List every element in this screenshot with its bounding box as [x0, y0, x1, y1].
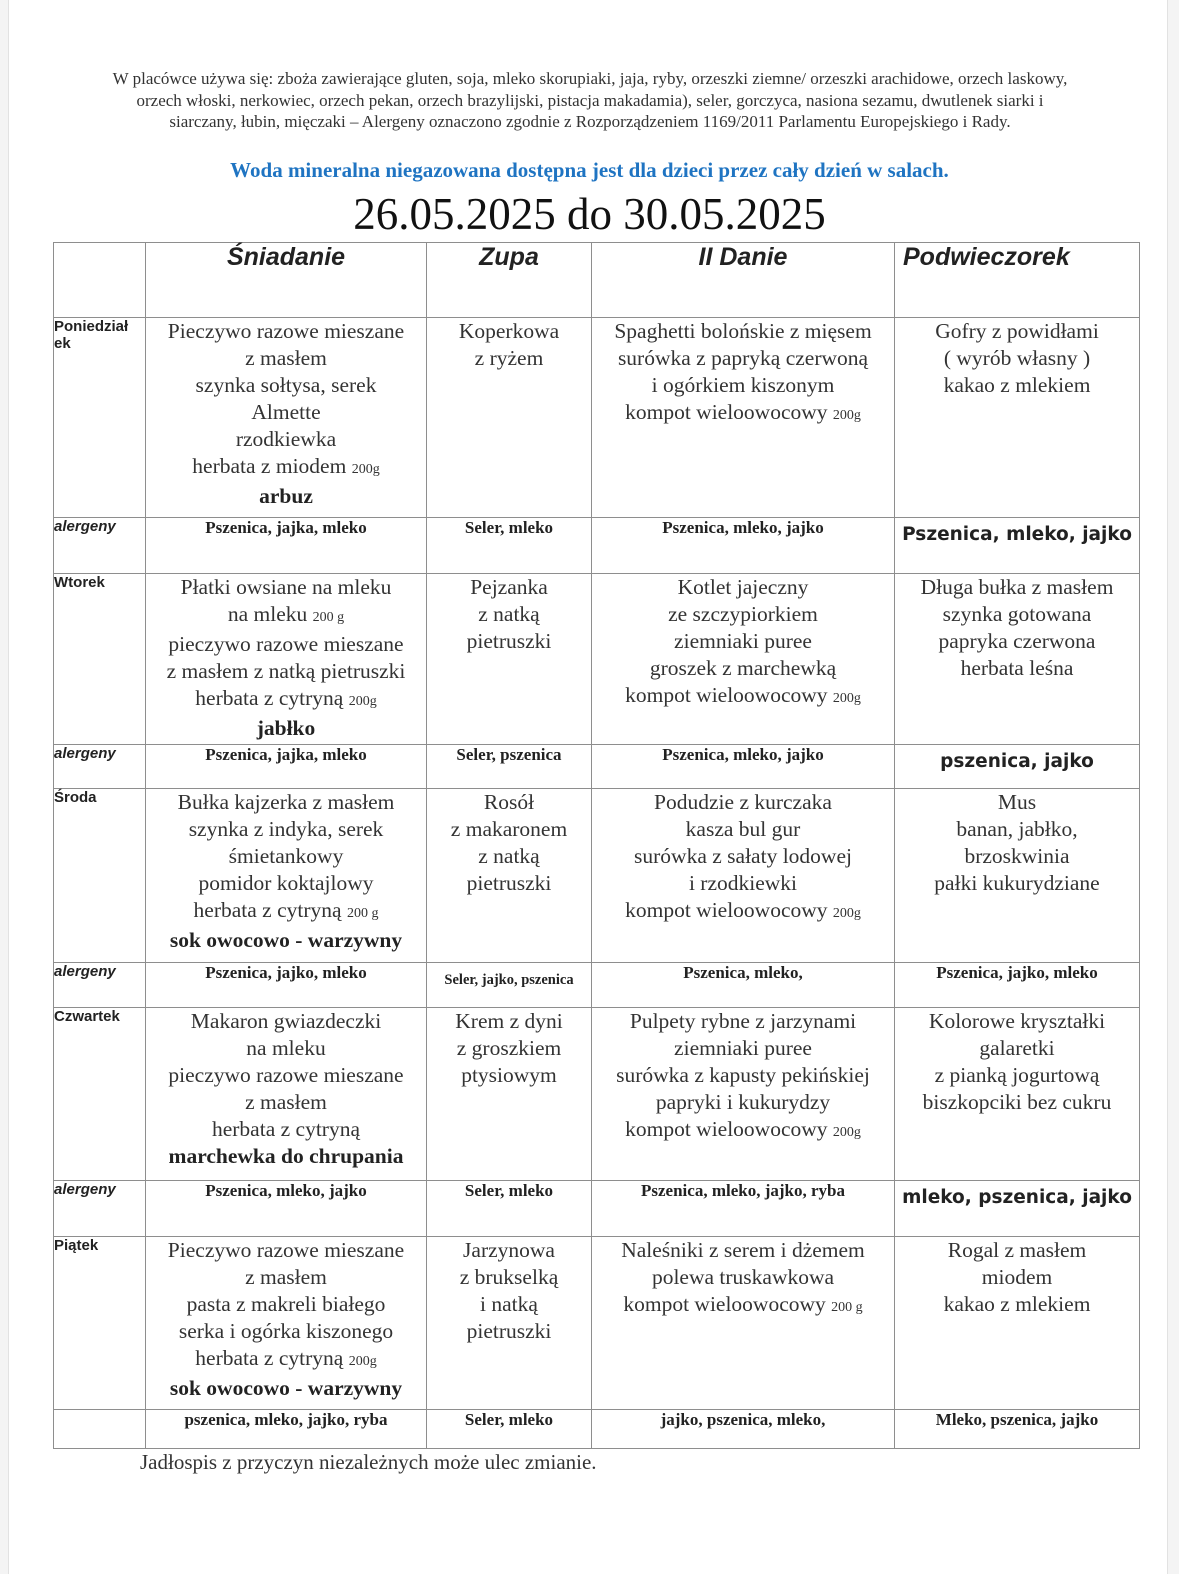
allergen-cell: Mleko, pszenica, jajko — [895, 1410, 1140, 1449]
meal-line — [895, 1237, 1139, 1264]
meal-line — [146, 1318, 426, 1345]
meal-cell — [146, 1008, 427, 1181]
meal-line — [146, 897, 426, 927]
meal-line — [146, 1089, 426, 1116]
footer-note: Jadłospis z przyczyn niezależnych może ulec zmianie. — [140, 1450, 597, 1474]
allergen-cell: Pszenica, mleko, jajko — [895, 518, 1140, 574]
meal-text: Almette — [251, 400, 321, 424]
meal-line — [146, 574, 426, 601]
meal-line — [146, 399, 426, 426]
meal-line — [146, 816, 426, 843]
meal-line — [427, 1035, 591, 1062]
meal-text: na mleku — [246, 1036, 326, 1060]
meal-highlight-line — [146, 483, 426, 510]
meal-text: z masłem — [245, 1090, 327, 1114]
meal-text: Pieczywo razowe mieszane — [167, 319, 405, 343]
meal-text: marchewka do chrupania — [168, 1144, 404, 1168]
meal-row-friday — [54, 1237, 1140, 1410]
meal-cell — [427, 1237, 592, 1410]
meal-line — [895, 372, 1139, 399]
allergen-row-label-empty — [54, 1410, 146, 1449]
meal-row-wednesday — [54, 789, 1140, 963]
meal-line — [592, 1116, 894, 1146]
portion-size: 200g — [832, 408, 861, 423]
meal-text: sok owocowo - warzywny — [169, 928, 403, 952]
portion-size: 200 g — [831, 1300, 863, 1315]
allergen-row-thursday — [54, 1181, 1140, 1237]
meal-line — [592, 816, 894, 843]
meal-cell — [592, 1237, 895, 1410]
meal-text: Płatki owsiane na mleku — [180, 575, 392, 599]
meal-row-monday — [54, 318, 1140, 518]
meal-line — [895, 1008, 1139, 1035]
meal-line — [427, 601, 591, 628]
meal-line — [895, 318, 1139, 345]
meal-line — [592, 1237, 894, 1264]
meal-text: kompot wieloowocowy — [623, 1292, 826, 1316]
meal-line — [427, 628, 591, 655]
meal-line — [895, 843, 1139, 870]
date-range: 26.05.2025 do 30.05.2025 — [353, 189, 826, 239]
meal-text: groszek z marchewką — [649, 656, 837, 680]
allergen-cell: Pszenica, jajka, mleko — [146, 745, 427, 789]
portion-size: 200g — [832, 691, 861, 706]
meal-line — [592, 372, 894, 399]
allergen-note: W placówce używa się: zboża zawierające gluten, soja, mleko skorupiaki, jaja, ryby, orzeszki ziemne/ orzeszki arachidowe, orzech laskowy, orzech włoski, nerkowiec, orzech pekan, orzech brazylijski, pistacja makadamia), seler, gorczyca, nasiona sezamu, dwutlenek siarki i siarczany, łubin, mięczaki – Alergeny oznaczono zgodnie z Rozporządzeniem 1169/2011 Parlamentu Europejskiego i Rady. — [112, 69, 1068, 131]
meal-text: surówka z kapusty pekińskiej — [616, 1063, 870, 1087]
meal-text: z masłem — [245, 1265, 327, 1289]
meal-text: kompot wieloowocowy — [625, 683, 828, 707]
meal-line — [427, 1264, 591, 1291]
meal-line — [146, 1035, 426, 1062]
meal-text: Krem z dyni — [455, 1009, 563, 1033]
meal-text: Naleśniki z serem i dżemem — [621, 1238, 865, 1262]
meal-line — [427, 1008, 591, 1035]
allergen-cell: Seler, mleko — [427, 1410, 592, 1449]
meal-line — [895, 1035, 1139, 1062]
meal-line — [895, 628, 1139, 655]
meal-line — [895, 1291, 1139, 1318]
meal-text: i natką — [480, 1292, 538, 1316]
meal-text: ziemniaki puree — [674, 629, 812, 653]
meal-highlight-line — [146, 1143, 426, 1170]
meal-line — [146, 789, 426, 816]
meal-text: ziemniaki puree — [674, 1036, 812, 1060]
meal-line — [146, 870, 426, 897]
allergen-row-label: alergeny — [54, 745, 146, 789]
meal-line — [592, 1035, 894, 1062]
meal-text: kasza bul gur — [685, 817, 801, 841]
meal-line — [895, 789, 1139, 816]
meal-line — [146, 453, 426, 483]
meal-text: z masłem z natką pietruszki — [166, 659, 406, 683]
meal-line — [592, 789, 894, 816]
allergen-cell: Pszenica, mleko, jajko — [146, 1181, 427, 1237]
meal-cell — [895, 789, 1140, 963]
meal-text: banan, jabłko, — [956, 817, 1078, 841]
meal-line — [592, 628, 894, 655]
allergen-cell: Pszenica, mleko, jajko, ryba — [592, 1181, 895, 1237]
day-label-wednesday: Środa — [54, 789, 146, 963]
menu-table — [53, 242, 1140, 1449]
meal-text: papryki i kukurydzy — [655, 1090, 831, 1114]
meal-text: pietruszki — [466, 1319, 552, 1343]
meal-line — [427, 789, 591, 816]
portion-size: 200g — [832, 1125, 861, 1140]
meal-text: na mleku — [227, 602, 308, 626]
meal-text: herbata z cytryną — [211, 1117, 361, 1141]
meal-line — [146, 685, 426, 715]
meal-cell — [592, 1008, 895, 1181]
meal-line — [146, 1116, 426, 1143]
meal-line — [146, 1062, 426, 1089]
allergen-cell: mleko, pszenica, jajko — [895, 1181, 1140, 1237]
allergen-cell: Pszenica, jajka, mleko — [146, 518, 427, 574]
portion-size: 200 g — [346, 906, 379, 921]
meal-text: sok owocowo - warzywny — [169, 1376, 403, 1400]
allergen-cell: Seler, mleko — [427, 518, 592, 574]
meal-text: Koperkowa — [458, 319, 560, 343]
meal-line — [895, 1264, 1139, 1291]
meal-text: Makaron gwiazdeczki — [190, 1009, 382, 1033]
day-label-friday: Piątek — [54, 1237, 146, 1410]
meal-text: jabłko — [256, 716, 316, 740]
meal-text: pałki kukurydziane — [934, 871, 1100, 895]
meal-cell — [895, 1008, 1140, 1181]
allergen-row-wednesday — [54, 963, 1140, 1008]
allergen-row-monday — [54, 518, 1140, 574]
portion-size: 200g — [348, 694, 377, 709]
meal-line — [592, 1089, 894, 1116]
meal-text: surówka z papryką czerwoną — [617, 346, 869, 370]
meal-line — [895, 1062, 1139, 1089]
meal-line — [895, 345, 1139, 372]
meal-line — [592, 655, 894, 682]
allergen-cell: pszenica, mleko, jajko, ryba — [146, 1410, 427, 1449]
meal-line — [592, 399, 894, 429]
allergen-cell: Pszenica, mleko, jajko — [592, 518, 895, 574]
allergen-cell: Seler, jajko, pszenica — [427, 963, 592, 1008]
meal-line — [146, 1291, 426, 1318]
allergen-cell: Pszenica, jajko, mleko — [146, 963, 427, 1008]
meal-text: kakao z mlekiem — [943, 373, 1091, 397]
meal-cell — [427, 789, 592, 963]
meal-line — [592, 574, 894, 601]
portion-size: 200g — [351, 462, 380, 477]
meal-text: kompot wieloowocowy — [625, 898, 828, 922]
meal-cell — [592, 318, 895, 518]
meal-cell — [427, 1008, 592, 1181]
meal-highlight-line — [146, 715, 426, 742]
meal-text: Pulpety rybne z jarzynami — [629, 1009, 857, 1033]
column-header-soup: Zupa — [427, 243, 592, 318]
meal-cell — [895, 574, 1140, 745]
meal-cell — [592, 789, 895, 963]
meal-line — [592, 318, 894, 345]
meal-cell — [592, 574, 895, 745]
meal-line — [146, 318, 426, 345]
meal-text: z brukselką — [459, 1265, 559, 1289]
meal-line — [427, 574, 591, 601]
meal-text: arbuz — [259, 484, 313, 508]
meal-text: i rzodkiewki — [688, 871, 798, 895]
meal-text: z natką — [478, 844, 540, 868]
portion-size: 200 g — [312, 610, 345, 625]
column-header-main-course: II Danie — [592, 243, 895, 318]
portion-size: 200g — [348, 1354, 377, 1369]
meal-line — [592, 843, 894, 870]
meal-text: ( wyrób własny ) — [943, 346, 1091, 370]
meal-text: Jarzynowa — [463, 1238, 555, 1262]
meal-line — [146, 658, 426, 685]
meal-line — [592, 1264, 894, 1291]
meal-highlight-line — [146, 1375, 426, 1402]
allergen-cell: Seler, mleko — [427, 1181, 592, 1237]
allergen-cell: Seler, pszenica — [427, 745, 592, 789]
meal-text: Pieczywo razowe mieszane — [167, 1238, 405, 1262]
meal-line — [427, 1291, 591, 1318]
meal-text: herbata z miodem — [192, 454, 347, 478]
meal-line — [427, 870, 591, 897]
meal-text: i ogórkiem kiszonym — [651, 373, 835, 397]
meal-text: kompot wieloowocowy — [625, 1117, 828, 1141]
day-label-thursday: Czwartek — [54, 1008, 146, 1181]
meal-line — [146, 631, 426, 658]
meal-line — [592, 897, 894, 927]
meal-text: śmietankowy — [228, 844, 344, 868]
meal-text: pasta z makreli białego — [186, 1292, 386, 1316]
meal-line — [895, 1089, 1139, 1116]
meal-line — [592, 345, 894, 372]
meal-text: Bułka kajzerka z masłem — [177, 790, 395, 814]
meal-text: biszkopciki bez cukru — [922, 1090, 1112, 1114]
meal-line — [592, 1008, 894, 1035]
meal-line — [592, 870, 894, 897]
meal-line — [146, 843, 426, 870]
meal-text: surówka z sałaty lodowej — [634, 844, 852, 868]
meal-text: ze szczypiorkiem — [668, 602, 818, 626]
meal-cell — [146, 574, 427, 745]
allergen-row-label: alergeny — [54, 1181, 146, 1237]
meal-text: serka i ogórka kiszonego — [178, 1319, 394, 1343]
meal-text: pietruszki — [466, 629, 552, 653]
meal-text: galaretki — [979, 1036, 1055, 1060]
meal-line — [895, 574, 1139, 601]
meal-line — [427, 318, 591, 345]
allergen-row-tuesday — [54, 745, 1140, 789]
meal-text: herbata z cytryną — [195, 686, 344, 710]
meal-line — [427, 843, 591, 870]
meal-line — [592, 1291, 894, 1321]
meal-line — [427, 1318, 591, 1345]
meal-line — [895, 601, 1139, 628]
allergen-row-label: alergeny — [54, 963, 146, 1008]
meal-line — [427, 816, 591, 843]
meal-line — [592, 682, 894, 712]
meal-line — [895, 655, 1139, 682]
meal-row-tuesday — [54, 574, 1140, 745]
meal-text: herbata z cytryną — [195, 1346, 344, 1370]
allergen-cell: Pszenica, jajko, mleko — [895, 963, 1140, 1008]
column-header-breakfast: Śniadanie — [146, 243, 427, 318]
meal-text: Długa bułka z masłem — [920, 575, 1114, 599]
meal-text: brzoskwinia — [964, 844, 1070, 868]
allergen-cell: Pszenica, mleko, jajko — [592, 745, 895, 789]
meal-line — [146, 1237, 426, 1264]
meal-text: kompot wieloowocowy — [625, 400, 828, 424]
meal-line — [427, 1062, 591, 1089]
column-header-snack: Podwieczorek — [895, 243, 1140, 318]
day-label-monday: Poniedział ek — [54, 318, 146, 518]
meal-text: rzodkiewka — [235, 427, 337, 451]
meal-text: polewa truskawkowa — [651, 1265, 835, 1289]
meal-text: z ryżem — [474, 346, 544, 370]
meal-text: ptysiowym — [461, 1063, 557, 1087]
meal-line — [427, 345, 591, 372]
water-note: Woda mineralna niegazowana dostępna jest dla dzieci przez cały dzień w salach. — [230, 158, 949, 182]
meal-text: szynka gotowana — [942, 602, 1092, 626]
meal-highlight-line — [146, 927, 426, 954]
day-label-tuesday: Wtorek — [54, 574, 146, 745]
meal-text: kakao z mlekiem — [943, 1292, 1091, 1316]
meal-cell — [146, 1237, 427, 1410]
meal-line — [146, 1345, 426, 1375]
meal-text: Rosół — [483, 790, 535, 814]
meal-line — [146, 601, 426, 631]
meal-line — [146, 345, 426, 372]
meal-text: herbata leśna — [960, 656, 1074, 680]
meal-text: Kotlet jajeczny — [677, 575, 809, 599]
portion-size: 200g — [832, 906, 861, 921]
meal-text: szynka z indyka, serek — [188, 817, 384, 841]
meal-line — [592, 1062, 894, 1089]
meal-line — [146, 372, 426, 399]
meal-text: Podudzie z kurczaka — [654, 790, 832, 814]
allergen-cell: pszenica, jajko — [895, 745, 1140, 789]
allergen-cell: jajko, pszenica, mleko, — [592, 1410, 895, 1449]
meal-cell — [895, 318, 1140, 518]
meal-text: pietruszki — [466, 871, 552, 895]
meal-cell — [895, 1237, 1140, 1410]
meal-line — [895, 816, 1139, 843]
corner-cell — [54, 243, 146, 318]
meal-line — [427, 1237, 591, 1264]
meal-row-thursday — [54, 1008, 1140, 1181]
header-row — [54, 243, 1140, 318]
meal-text: Spaghetti bolońskie z mięsem — [614, 319, 872, 343]
meal-text: pieczywo razowe mieszane — [168, 1063, 404, 1087]
meal-text: z masłem — [245, 346, 327, 370]
allergen-cell: Pszenica, mleko, — [592, 963, 895, 1008]
meal-text: miodem — [981, 1265, 1053, 1289]
meal-text: Rogal z masłem — [947, 1238, 1087, 1262]
meal-text: Gofry z powidłami — [935, 319, 1099, 343]
allergen-row-label: alergeny — [54, 518, 146, 574]
meal-text: Pejzanka — [470, 575, 548, 599]
meal-text: pieczywo razowe mieszane — [168, 632, 404, 656]
meal-line — [146, 1264, 426, 1291]
meal-line — [146, 1008, 426, 1035]
meal-cell — [146, 318, 427, 518]
meal-text: z pianką jogurtową — [934, 1063, 1100, 1087]
meal-line — [592, 601, 894, 628]
meal-text: herbata z cytryną — [193, 898, 342, 922]
meal-cell — [427, 318, 592, 518]
meal-text: Mus — [997, 790, 1037, 814]
meal-text: z makaronem — [450, 817, 568, 841]
meal-cell — [427, 574, 592, 745]
meal-line — [895, 870, 1139, 897]
meal-text: z natką — [478, 602, 540, 626]
meal-text: szynka sołtysa, serek — [195, 373, 377, 397]
meal-text: pomidor koktajlowy — [198, 871, 374, 895]
meal-text: papryka czerwona — [938, 629, 1096, 653]
meal-text: Kolorowe kryształki — [928, 1009, 1106, 1033]
allergen-row-friday — [54, 1410, 1140, 1449]
meal-text: z groszkiem — [456, 1036, 562, 1060]
meal-line — [146, 426, 426, 453]
meal-cell — [146, 789, 427, 963]
